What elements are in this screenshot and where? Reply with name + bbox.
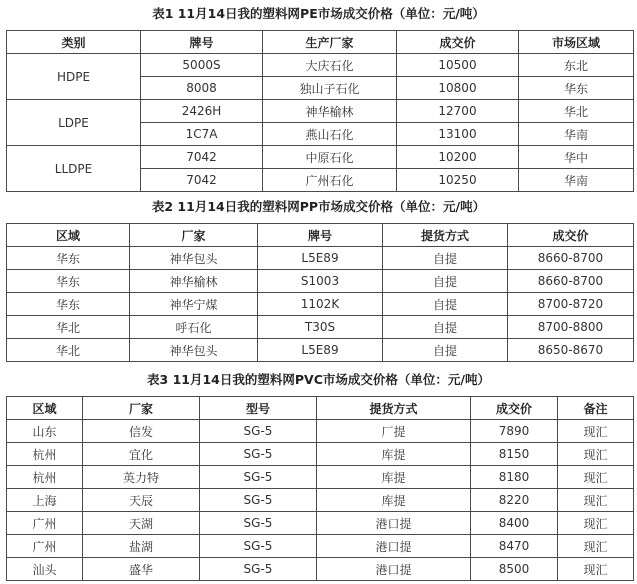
price-cell: 8650-8670	[508, 339, 634, 362]
pvc-price-table	[6, 396, 634, 581]
region-cell: 广州	[7, 512, 83, 535]
region-cell: 上海	[7, 489, 83, 512]
header-delivery: 提货方式	[383, 224, 508, 247]
region-cell: 华北	[519, 100, 634, 123]
region-cell: 杭州	[7, 466, 83, 489]
table-header-row	[7, 397, 634, 420]
region-cell: 东北	[519, 54, 634, 77]
price-cell: 10200	[397, 146, 519, 169]
table-row	[7, 100, 634, 123]
grade-cell: L5E89	[258, 339, 383, 362]
price-cell: 8700-8800	[508, 316, 634, 339]
header-manufacturer: 生产厂家	[263, 31, 397, 54]
table-header-row	[7, 224, 634, 247]
table-row	[7, 512, 634, 535]
header-region: 市场区域	[519, 31, 634, 54]
header-grade: 牌号	[258, 224, 383, 247]
pe-price-table	[6, 30, 634, 192]
header-remark: 备注	[558, 397, 634, 420]
region-cell: 华东	[7, 270, 130, 293]
price-cell: 8500	[471, 558, 558, 581]
manufacturer-cell: 盐湖	[83, 535, 200, 558]
delivery-cell: 库提	[317, 443, 471, 466]
header-category: 类别	[7, 31, 141, 54]
manufacturer-cell: 信发	[83, 420, 200, 443]
price-cell: 12700	[397, 100, 519, 123]
table-row	[7, 247, 634, 270]
price-cell: 8470	[471, 535, 558, 558]
grade-cell: 2426H	[141, 100, 263, 123]
table3-caption: 表3 11月14日我的塑料网PVC市场成交价格（单位：元/吨）	[147, 372, 490, 387]
manufacturer-cell: 神华宁煤	[130, 293, 258, 316]
manufacturer-cell: 盛华	[83, 558, 200, 581]
price-cell: 8700-8720	[508, 293, 634, 316]
pp-price-table	[6, 223, 634, 362]
price-cell: 10800	[397, 77, 519, 100]
remark-cell: 现汇	[558, 443, 634, 466]
header-region: 区域	[7, 397, 83, 420]
table-row	[7, 466, 634, 489]
manufacturer-cell: 广州石化	[263, 169, 397, 192]
category-cell: LDPE	[7, 100, 141, 146]
category-cell: HDPE	[7, 54, 141, 100]
grade-cell: 7042	[141, 146, 263, 169]
region-cell: 华东	[519, 77, 634, 100]
grade-cell: 8008	[141, 77, 263, 100]
grade-cell: T30S	[258, 316, 383, 339]
delivery-cell: 自提	[383, 339, 508, 362]
table-row	[7, 558, 634, 581]
delivery-cell: 港口提	[317, 558, 471, 581]
delivery-cell: 自提	[383, 293, 508, 316]
model-cell: SG-5	[200, 466, 317, 489]
table-row	[7, 535, 634, 558]
manufacturer-cell: 神华榆林	[130, 270, 258, 293]
table-row	[7, 293, 634, 316]
table-row	[7, 54, 634, 77]
price-cell: 8400	[471, 512, 558, 535]
manufacturer-cell: 大庆石化	[263, 54, 397, 77]
manufacturer-cell: 天辰	[83, 489, 200, 512]
manufacturer-cell: 神华榆林	[263, 100, 397, 123]
table-row	[7, 339, 634, 362]
delivery-cell: 库提	[317, 489, 471, 512]
price-cell: 7890	[471, 420, 558, 443]
table-row	[7, 443, 634, 466]
table2-caption: 表2 11月14日我的塑料网PP市场成交价格（单位：元/吨）	[151, 199, 486, 214]
table-row	[7, 270, 634, 293]
price-cell: 10500	[397, 54, 519, 77]
manufacturer-cell: 中原石化	[263, 146, 397, 169]
header-price: 成交价	[397, 31, 519, 54]
price-cell: 8150	[471, 443, 558, 466]
header-grade: 牌号	[141, 31, 263, 54]
model-cell: SG-5	[200, 489, 317, 512]
model-cell: SG-5	[200, 443, 317, 466]
header-region: 区域	[7, 224, 130, 247]
grade-cell: 1C7A	[141, 123, 263, 146]
manufacturer-cell: 神华包头	[130, 247, 258, 270]
region-cell: 华东	[7, 293, 130, 316]
region-cell: 华南	[519, 123, 634, 146]
table-row	[7, 489, 634, 512]
delivery-cell: 自提	[383, 316, 508, 339]
manufacturer-cell: 英力特	[83, 466, 200, 489]
table-header-row	[7, 31, 634, 54]
price-cell: 8180	[471, 466, 558, 489]
region-cell: 华东	[7, 247, 130, 270]
header-model: 型号	[200, 397, 317, 420]
remark-cell: 现汇	[558, 558, 634, 581]
price-cell: 8660-8700	[508, 270, 634, 293]
manufacturer-cell: 独山子石化	[263, 77, 397, 100]
header-manufacturer: 厂家	[83, 397, 200, 420]
delivery-cell: 自提	[383, 270, 508, 293]
manufacturer-cell: 宜化	[83, 443, 200, 466]
delivery-cell: 港口提	[317, 512, 471, 535]
region-cell: 杭州	[7, 443, 83, 466]
header-price: 成交价	[471, 397, 558, 420]
manufacturer-cell: 天湖	[83, 512, 200, 535]
model-cell: SG-5	[200, 420, 317, 443]
manufacturer-cell: 神华包头	[130, 339, 258, 362]
table1-caption: 表1 11月14日我的塑料网PE市场成交价格（单位：元/吨）	[152, 6, 485, 21]
price-cell: 8660-8700	[508, 247, 634, 270]
table-row	[7, 146, 634, 169]
region-cell: 汕头	[7, 558, 83, 581]
price-cell: 13100	[397, 123, 519, 146]
grade-cell: 1102K	[258, 293, 383, 316]
category-cell: LLDPE	[7, 146, 141, 192]
table-row	[7, 420, 634, 443]
header-manufacturer: 厂家	[130, 224, 258, 247]
delivery-cell: 港口提	[317, 535, 471, 558]
header-price: 成交价	[508, 224, 634, 247]
model-cell: SG-5	[200, 512, 317, 535]
region-cell: 山东	[7, 420, 83, 443]
manufacturer-cell: 呼石化	[130, 316, 258, 339]
header-delivery: 提货方式	[317, 397, 471, 420]
region-cell: 广州	[7, 535, 83, 558]
region-cell: 华南	[519, 169, 634, 192]
model-cell: SG-5	[200, 558, 317, 581]
grade-cell: 5000S	[141, 54, 263, 77]
remark-cell: 现汇	[558, 535, 634, 558]
region-cell: 华中	[519, 146, 634, 169]
grade-cell: S1003	[258, 270, 383, 293]
table-row	[7, 316, 634, 339]
remark-cell: 现汇	[558, 489, 634, 512]
remark-cell: 现汇	[558, 466, 634, 489]
price-cell: 10250	[397, 169, 519, 192]
delivery-cell: 库提	[317, 466, 471, 489]
remark-cell: 现汇	[558, 512, 634, 535]
manufacturer-cell: 燕山石化	[263, 123, 397, 146]
delivery-cell: 厂提	[317, 420, 471, 443]
delivery-cell: 自提	[383, 247, 508, 270]
region-cell: 华北	[7, 316, 130, 339]
grade-cell: L5E89	[258, 247, 383, 270]
remark-cell: 现汇	[558, 420, 634, 443]
grade-cell: 7042	[141, 169, 263, 192]
region-cell: 华北	[7, 339, 130, 362]
model-cell: SG-5	[200, 535, 317, 558]
price-cell: 8220	[471, 489, 558, 512]
